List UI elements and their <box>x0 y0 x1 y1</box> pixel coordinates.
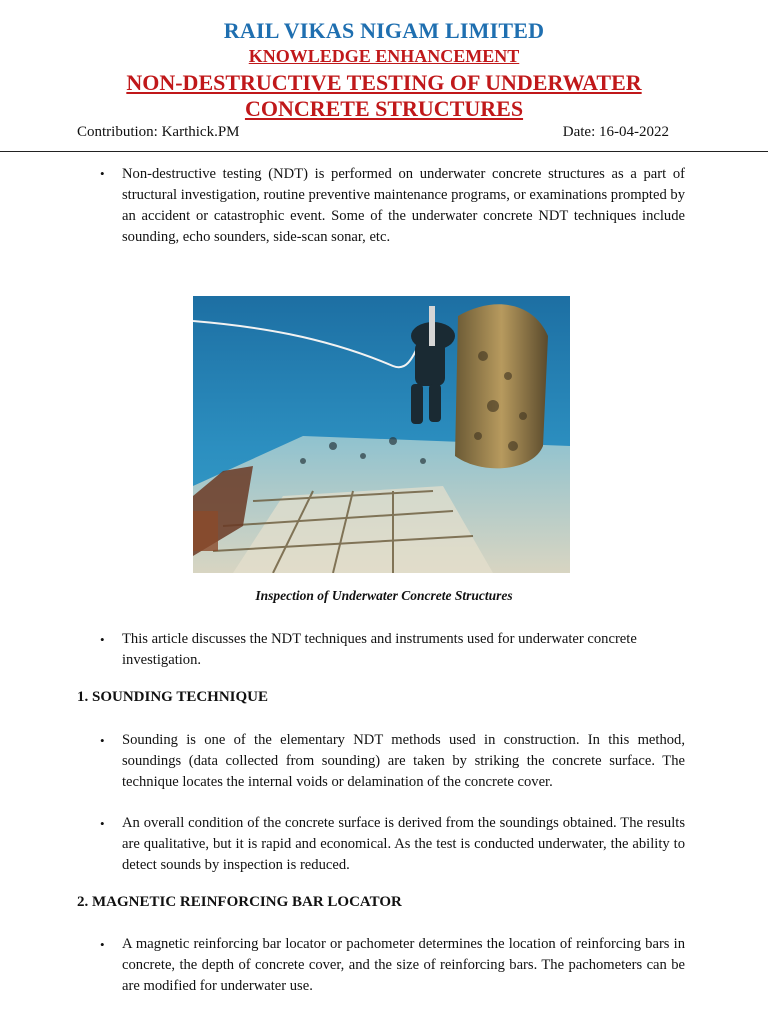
bullet-marker <box>100 733 105 749</box>
document-meta <box>77 124 669 144</box>
contribution-credit: Contribution: Karthick.PM <box>77 124 240 140</box>
document-date: Date: 16-04-2022 <box>562 124 669 140</box>
bullet-marker <box>100 632 105 648</box>
subtitle <box>0 46 768 67</box>
bullet-marker <box>100 166 105 182</box>
intro-paragraph: Non-destructive testing (NDT) is performed on underwater concrete structures as a part of structural investigation, routine preventive maintenance programs, or examinations prompted by an accident or catastrophic event. Some of the underwater concrete NDT techniques include sounding, echo sounders, side-scan sonar, etc. <box>122 166 685 245</box>
organization-name: RAIL VIKAS NIGAM LIMITED <box>223 18 545 43</box>
bullet-marker <box>100 816 105 832</box>
section-heading-sounding: 1. SOUNDING TECHNIQUE <box>77 689 269 705</box>
rebar-locator-paragraph: A magnetic reinforcing bar locator or pachometer determines the location of reinforcing bars in concrete, the depth of concrete cover, and the size of reinforcing bars. The pachometers can be are modified for underwater use. <box>122 936 685 994</box>
figure-caption: Inspection of Underwater Concrete Structures <box>255 588 513 603</box>
intro-summary: This article discusses the NDT techniques and instruments used for underwater concrete investigation. <box>122 631 637 668</box>
section-heading-rebar-locator: 2. MAGNETIC REINFORCING BAR LOCATOR <box>77 894 402 910</box>
sounding-paragraph-2: An overall condition of the concrete surface is derived from the soundings obtained. The results are qualitative, but it is rapid and economical. As the test is conducted underwater, the ability to detect sounds by inspection is reduced. <box>122 815 685 873</box>
title-line-1: NON-DESTRUCTIVE TESTING OF UNDERWATER <box>126 70 642 95</box>
diver-inspecting-pile-image <box>193 296 570 573</box>
title-line-2: CONCRETE STRUCTURES <box>244 96 524 121</box>
underwater-inspection-photo <box>193 296 570 573</box>
document-title <box>0 70 768 122</box>
subtitle-text: KNOWLEDGE ENHANCEMENT <box>248 46 520 66</box>
header-divider <box>0 151 768 152</box>
sounding-paragraph-1: Sounding is one of the elementary NDT methods used in construction. In this method, soundings (data collected from sounding) are taken by striking the concrete surface. The technique locates the internal voids or delamination of the concrete cover. <box>122 732 685 790</box>
bullet-marker <box>100 937 105 953</box>
